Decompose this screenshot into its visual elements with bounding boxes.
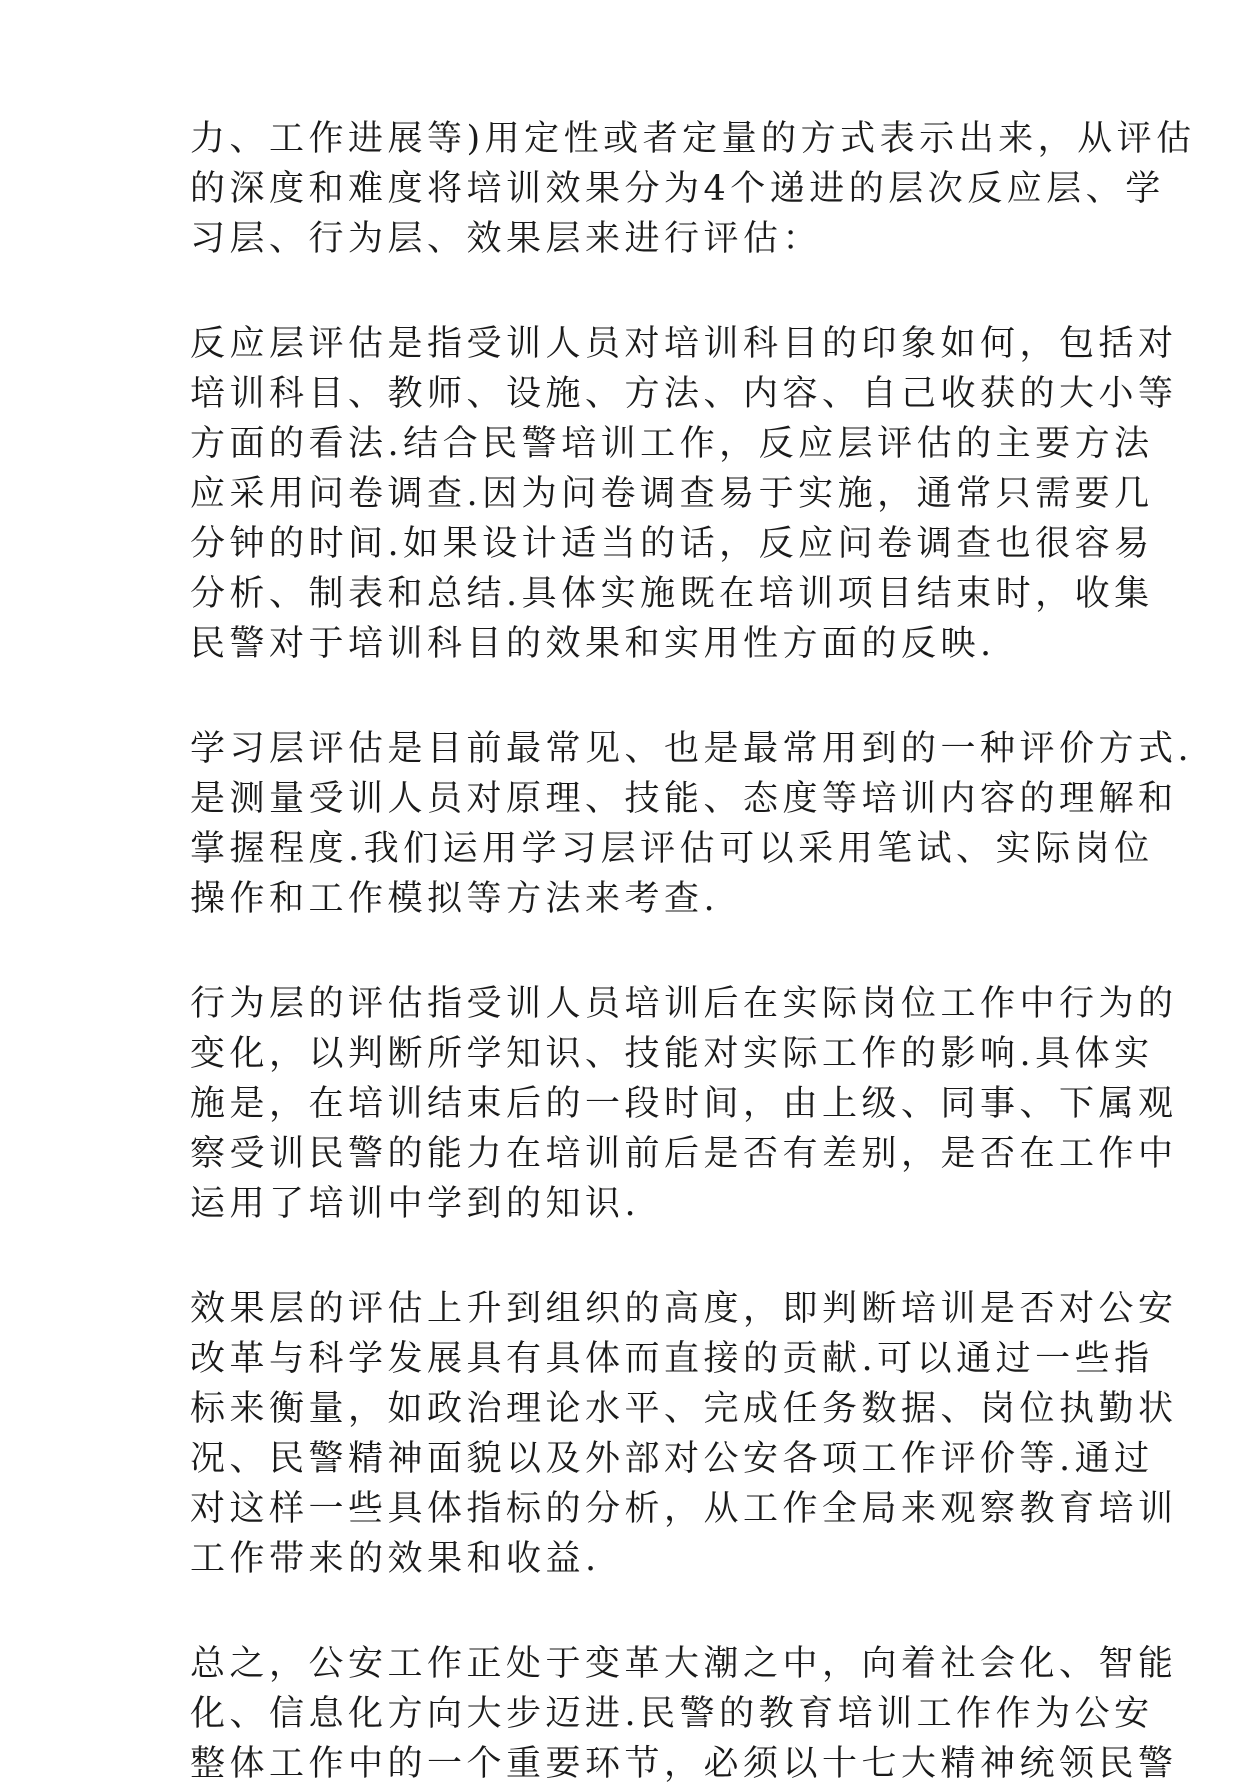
text-line: 方面的看法.结合民警培训工作，反应层评估的主要方法: [190, 424, 1154, 464]
paragraph-results-level: [190, 1284, 1178, 1584]
text-line: 是测量受训人员对原理、技能、态度等培训内容的理解和: [190, 779, 1178, 819]
text-line: 标来衡量，如政治理论水平、完成任务数据、岗位执勤状: [190, 1389, 1178, 1429]
text-line: 总之，公安工作正处于变革大潮之中，向着社会化、智能: [190, 1644, 1178, 1684]
text-line: 力、工作进展等)用定性或者定量的方式表示出来，从评估: [190, 119, 1196, 159]
text-line: 分析、制表和总结.具体实施既在培训项目结束时，收集: [190, 574, 1154, 614]
text-line: 察受训民警的能力在培训前后是否有差别，是否在工作中: [190, 1134, 1178, 1174]
text-line: 的深度和难度将培训效果分为4个递进的层次反应层、学: [190, 169, 1165, 209]
paragraph-conclusion: [190, 1639, 1178, 1789]
text-line: 改革与科学发展具有具体而直接的贡献.可以通过一些指: [190, 1339, 1154, 1379]
text-line: 化、信息化方向大步迈进.民警的教育培训工作作为公安: [190, 1694, 1154, 1734]
text-line: 学习层评估是目前最常见、也是最常用到的一种评价方式.: [190, 729, 1194, 769]
text-line: 操作和工作模拟等方法来考查.: [190, 879, 720, 919]
text-line: 培训科目、教师、设施、方法、内容、自己收获的大小等: [190, 374, 1178, 414]
text-line: 效果层的评估上升到组织的高度，即判断培训是否对公安: [190, 1289, 1178, 1329]
text-line: 运用了培训中学到的知识.: [190, 1184, 641, 1224]
text-line: 变化，以判断所学知识、技能对实际工作的影响.具体实: [190, 1034, 1154, 1074]
text-line: 施是，在培训结束后的一段时间，由上级、同事、下属观: [190, 1084, 1178, 1124]
paragraph-reaction-level: [190, 319, 1178, 669]
text-line: 工作带来的效果和收益.: [190, 1539, 601, 1579]
text-line: 应采用问卷调查.因为问卷调查易于实施，通常只需要几: [190, 474, 1154, 514]
text-line: 整体工作中的一个重要环节，必须以十七大精神统领民警: [190, 1744, 1178, 1784]
text-line: 反应层评估是指受训人员对培训科目的印象如何，包括对: [190, 324, 1178, 364]
text-line: 况、民警精神面貌以及外部对公安各项工作评价等.通过: [190, 1439, 1154, 1479]
document-body: [190, 114, 1196, 1789]
paragraph-evaluation-intro: [190, 114, 1196, 264]
paragraph-behavior-level: [190, 979, 1178, 1229]
text-line: 对这样一些具体指标的分析，从工作全局来观察教育培训: [190, 1489, 1178, 1529]
text-line: 习层、行为层、效果层来进行评估：: [190, 219, 823, 259]
text-line: 掌握程度.我们运用学习层评估可以采用笔试、实际岗位: [190, 829, 1154, 869]
text-line: 民警对于培训科目的效果和实用性方面的反映.: [190, 624, 996, 664]
paragraph-learning-level: [190, 724, 1194, 924]
text-line: 行为层的评估指受训人员培训后在实际岗位工作中行为的: [190, 984, 1178, 1024]
text-line: 分钟的时间.如果设计适当的话，反应问卷调查也很容易: [190, 524, 1154, 564]
